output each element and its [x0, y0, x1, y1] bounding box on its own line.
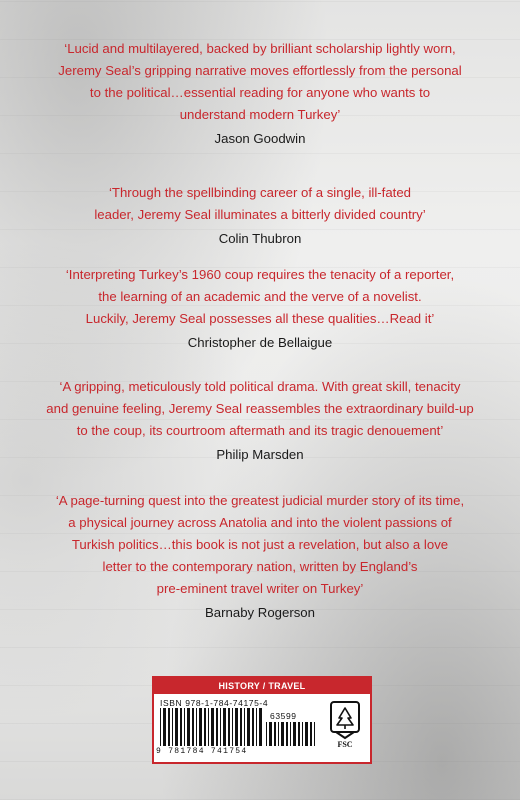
barcode-bar: [160, 708, 161, 746]
quote-text: [0, 38, 520, 126]
quote-line: ‘Through the spellbinding career of a single, ill-fated: [108, 185, 412, 200]
barcode-bar: [187, 708, 190, 746]
barcode-bar: [204, 708, 206, 746]
barcode-bar: [290, 722, 291, 746]
barcode-bar: [256, 708, 257, 746]
quote-line: and genuine feeling, Jeremy Seal reassembles the extraordinary build-up: [46, 401, 474, 416]
quote-line: letter to the contemporary nation, written by England’s: [102, 559, 418, 574]
quote-line: Jeremy Seal’s gripping narrative moves effortlessly from the personal: [58, 63, 462, 78]
barcode-bar: [278, 722, 279, 746]
barcode-bar: [298, 722, 300, 746]
fsc-logo: [328, 700, 362, 754]
category-label: HISTORY / TRAVEL: [154, 678, 370, 694]
barcode-bar: [252, 708, 254, 746]
quote-line: ‘Lucid and multilayered, backed by brilliant scholarship lightly worn,: [64, 41, 456, 56]
quote-line: ‘A gripping, meticulously told political drama. With great skill, tenacity: [59, 379, 461, 394]
barcode-bar: [192, 708, 194, 746]
barcode-bar: [180, 708, 182, 746]
quote-christopher-de-bellaigue: [0, 264, 520, 354]
isbn-text: ISBN 978-1-784-74175-4: [160, 698, 269, 708]
quote-line: to the political…essential reading for anyone who wants to: [89, 85, 431, 100]
barcode-bar: [228, 708, 230, 746]
barcode-bar: [302, 722, 303, 746]
barcode-bar: [274, 722, 276, 746]
price-code: 63599: [270, 711, 297, 721]
quote-line: to the coup, its courtroom aftermath and its tragic denouement’: [76, 423, 444, 438]
price-barcode-icon: [266, 722, 318, 746]
barcode-bar: [266, 722, 267, 746]
quote-author: Barnaby Rogerson: [205, 605, 315, 620]
barcode-bar: [216, 708, 218, 746]
quote-line: pre-eminent travel writer on Turkey’: [156, 581, 364, 596]
quote-text: [0, 264, 520, 330]
quote-colin-thubron: [0, 182, 520, 250]
barcode-bar: [232, 708, 233, 746]
barcode-bar: [314, 722, 315, 746]
barcode-bar: [247, 708, 250, 746]
barcode-panel: [152, 676, 372, 764]
quote-line: Turkish politics…this book is not just a revelation, but also a love: [71, 537, 449, 552]
fsc-label: FSC: [337, 740, 353, 749]
quote-line: Luckily, Jeremy Seal possesses all these qualities…Read it’: [85, 311, 435, 326]
quote-line: leader, Jeremy Seal illuminates a bitterly divided country’: [94, 207, 426, 222]
barcode-bar: [184, 708, 185, 746]
barcode-digits: 9 781784 741754: [156, 747, 248, 756]
quote-text: [0, 490, 520, 600]
quote-author: Philip Marsden: [216, 447, 304, 462]
barcode-bar: [305, 722, 308, 746]
barcode-bar: [244, 708, 245, 746]
quote-jason-goodwin: [0, 38, 520, 150]
barcode-bar: [269, 722, 272, 746]
barcode-bar: [235, 708, 238, 746]
quote-text: [0, 182, 520, 226]
isbn-barcode-icon: [160, 708, 264, 746]
quote-line: the learning of an academic and the verve of a novelist.: [98, 289, 422, 304]
quote-line: understand modern Turkey’: [179, 107, 341, 122]
quote-philip-marsden: [0, 376, 520, 466]
barcode-bar: [175, 708, 178, 746]
barcode-bar: [199, 708, 202, 746]
barcode-bar: [223, 708, 226, 746]
quote-text: [0, 376, 520, 442]
quote-line: ‘Interpreting Turkey’s 1960 coup requires the tenacity of a reporter,: [65, 267, 455, 282]
barcode-bar: [208, 708, 209, 746]
quote-line: ‘A page-turning quest into the greatest judicial murder story of its time,: [55, 493, 465, 508]
barcode-bar: [211, 708, 214, 746]
barcode-bar: [172, 708, 173, 746]
quote-author: Jason Goodwin: [214, 131, 306, 146]
quote-barnaby-rogerson: [0, 490, 520, 624]
barcode-bar: [196, 708, 197, 746]
barcode-bar: [293, 722, 296, 746]
barcode-bar: [220, 708, 221, 746]
barcode-bar: [240, 708, 242, 746]
barcode-bar: [163, 708, 166, 746]
barcode-bar: [310, 722, 312, 746]
quote-line: a physical journey across Anatolia and into the violent passions of: [68, 515, 452, 530]
barcode-bar: [286, 722, 288, 746]
quote-author: Colin Thubron: [218, 231, 302, 246]
barcode-bar: [281, 722, 284, 746]
barcode-bar: [168, 708, 170, 746]
fsc-tree-icon: [328, 700, 362, 740]
barcode-bar: [259, 708, 262, 746]
quote-author: Christopher de Bellaigue: [187, 335, 333, 350]
